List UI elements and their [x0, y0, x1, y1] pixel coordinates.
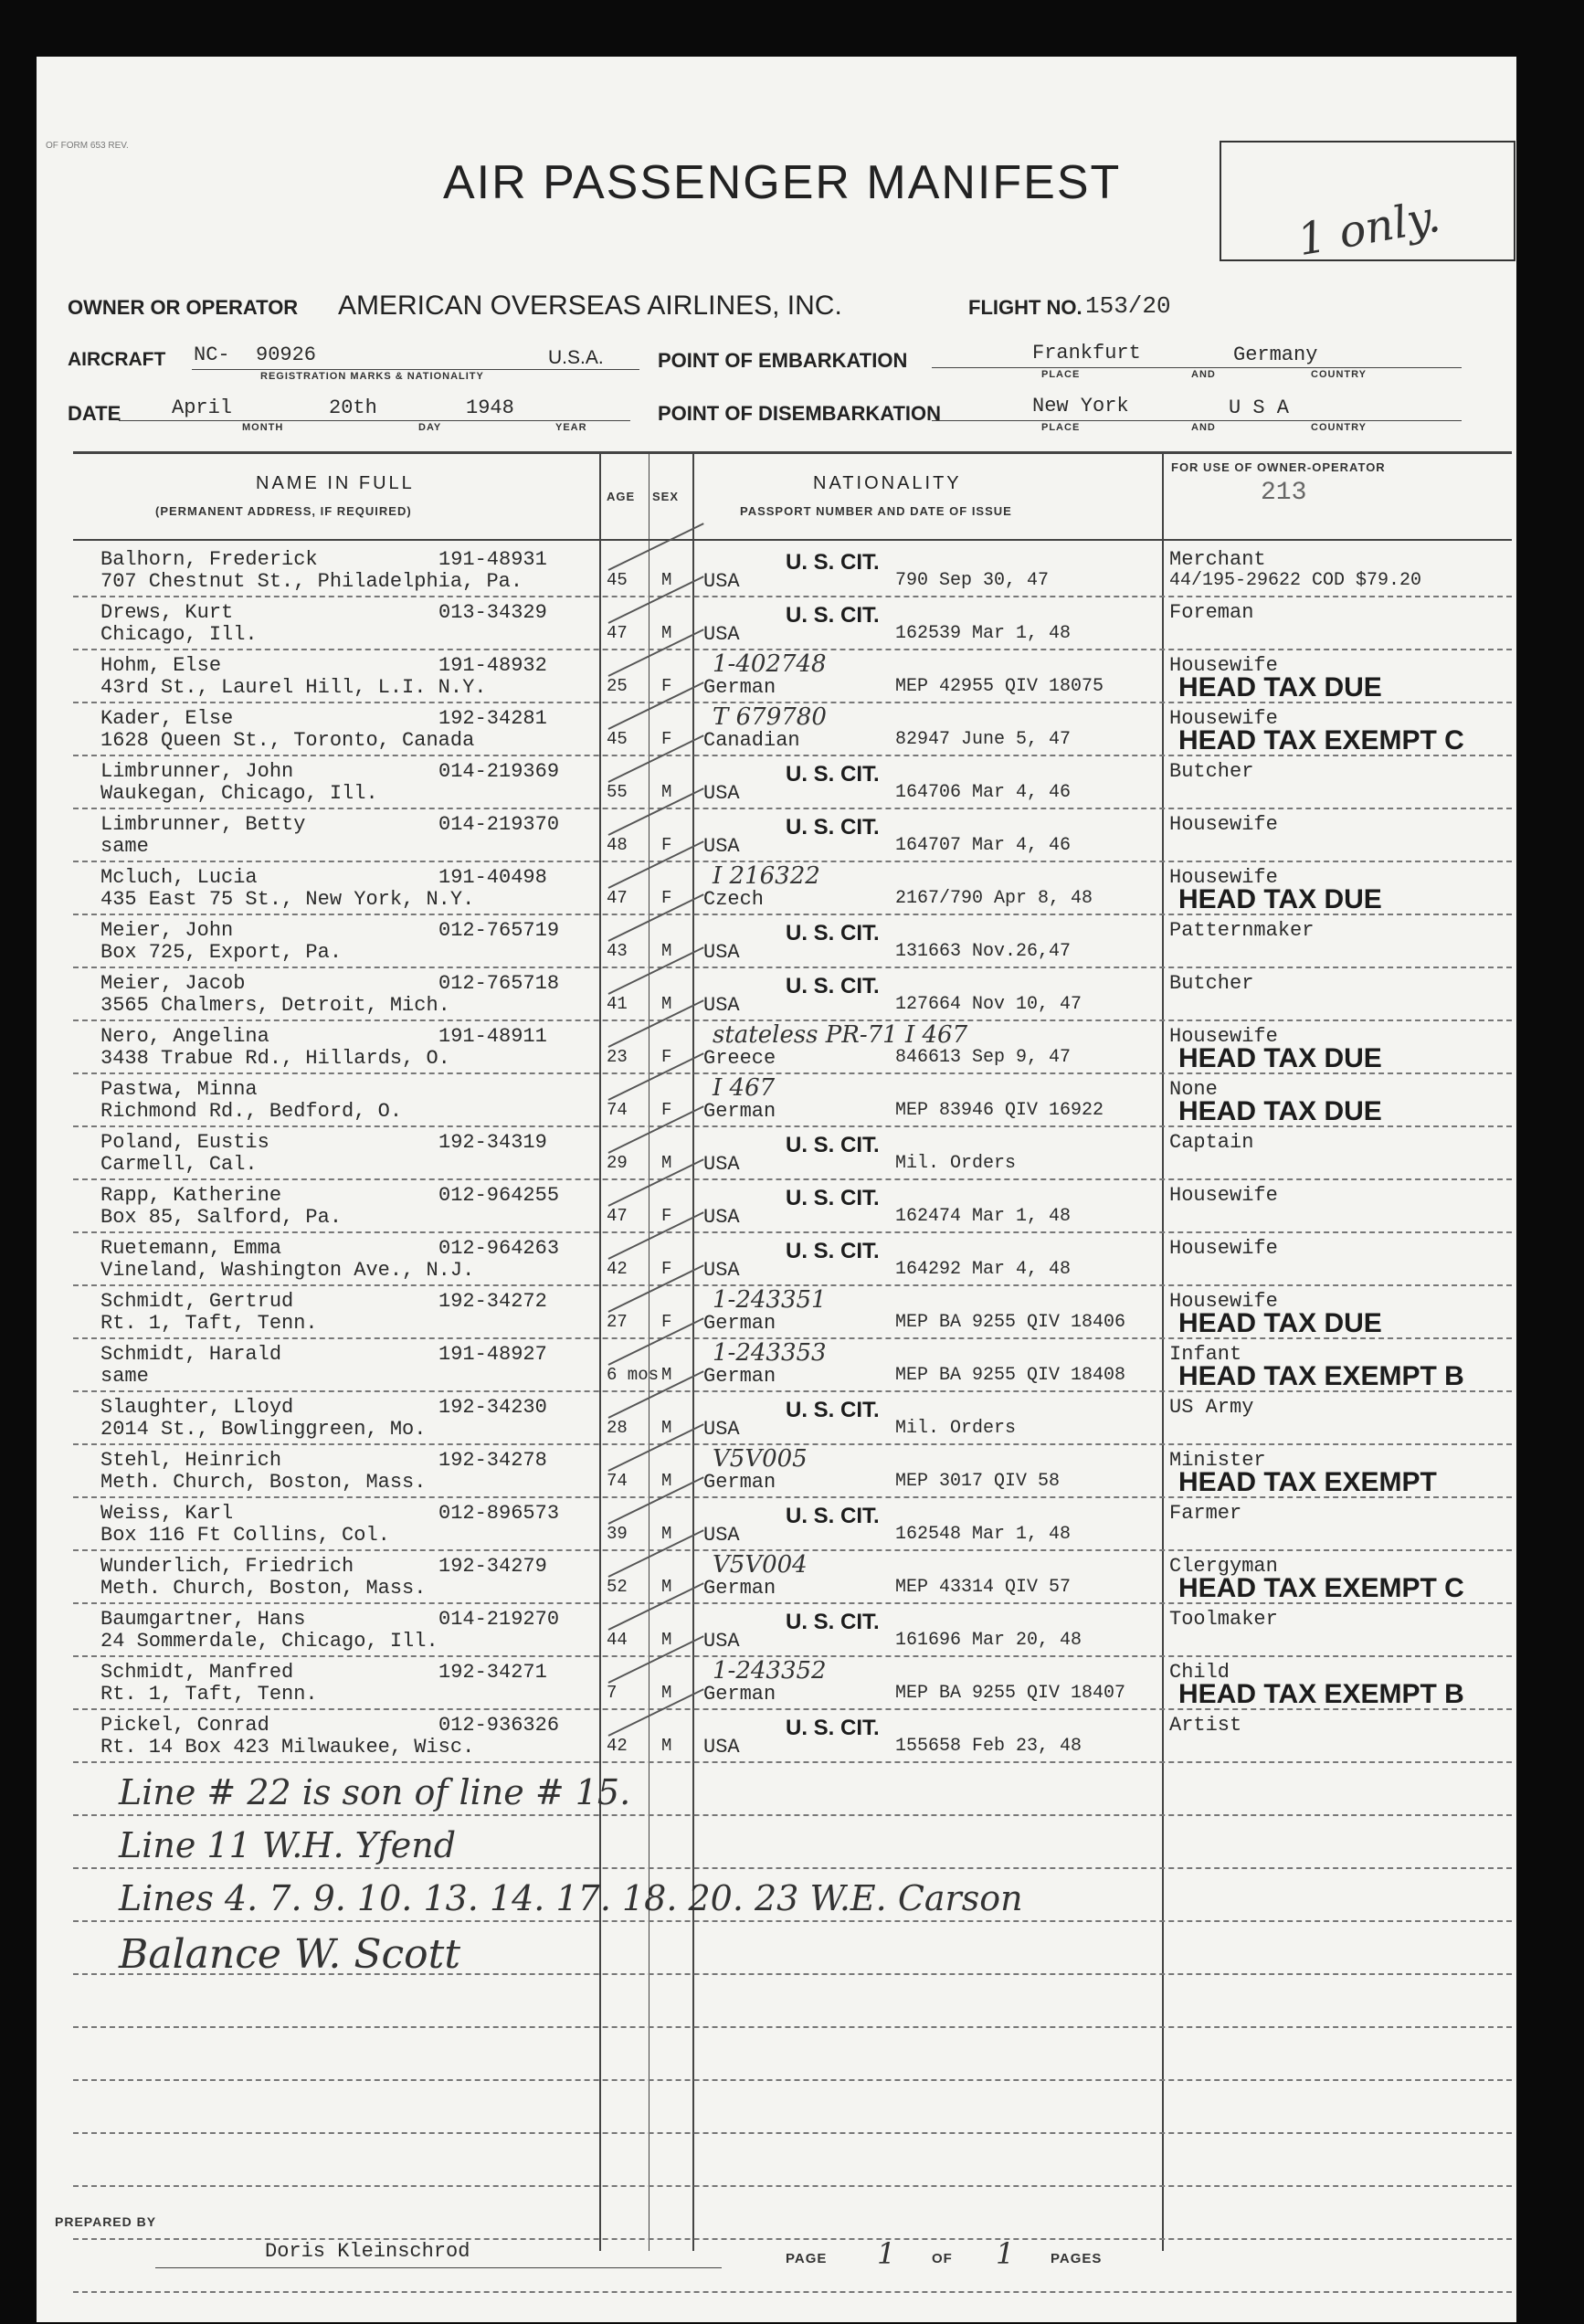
row-divider	[73, 755, 1512, 756]
occupation: Captain	[1169, 1131, 1254, 1154]
handwritten-annotation: T 679780	[713, 703, 827, 731]
passenger-sex: M	[661, 1471, 672, 1491]
passenger-sex: F	[661, 1312, 672, 1332]
passenger-address: Box 85, Salford, Pa.	[100, 1206, 343, 1229]
box-note: 1 only.	[1294, 190, 1444, 267]
passenger-age: 47	[607, 623, 628, 643]
head-tax-stamp: HEAD TAX DUE	[1178, 1096, 1382, 1126]
passenger-number: 012-964255	[438, 1184, 560, 1207]
passenger-sex: M	[661, 1577, 672, 1597]
country-caption-2: COUNTRY	[1311, 422, 1367, 433]
passenger-address: 3565 Chalmers, Detroit, Mich.	[100, 994, 450, 1017]
passenger-nationality: USA	[703, 1630, 740, 1653]
passenger-name: Schmidt, Harald	[100, 1343, 282, 1366]
form-number: OF FORM 653 REV.	[46, 141, 129, 151]
passenger-sex: M	[661, 1153, 672, 1173]
passenger-address: 3438 Trabue Rd., Hillards, O.	[100, 1047, 450, 1070]
row-divider	[73, 596, 1512, 597]
passenger-nationality: German	[703, 1100, 776, 1123]
passenger-number: 191-48927	[438, 1343, 547, 1366]
passenger-name: Drews, Kurt	[100, 601, 234, 624]
passenger-number: 191-48911	[438, 1025, 547, 1048]
passenger-nationality: USA	[703, 1206, 740, 1229]
passenger-number: 191-48932	[438, 654, 547, 677]
passenger-age: 47	[607, 1206, 628, 1226]
date-month: April	[172, 396, 233, 419]
passenger-number: 192-34319	[438, 1131, 547, 1154]
aircraft-label: AIRCRAFT	[68, 349, 166, 370]
passenger-nationality: USA	[703, 941, 740, 964]
passenger-address: Carmell, Cal.	[100, 1153, 258, 1176]
passenger-sex: M	[661, 1524, 672, 1544]
passenger-number: 012-765718	[438, 972, 560, 995]
aircraft-country: U.S.A.	[548, 347, 604, 368]
occupation: US Army	[1169, 1396, 1254, 1419]
passport-info: 162548 Mar 1, 48	[895, 1524, 1072, 1545]
passenger-number: 012-765719	[438, 919, 560, 942]
occupation: Housewife	[1169, 813, 1278, 836]
passenger-age: 74	[607, 1471, 628, 1491]
passenger-age: 43	[607, 941, 628, 961]
head-tax-stamp: HEAD TAX DUE	[1178, 1308, 1382, 1338]
head-tax-stamp: HEAD TAX EXEMPT C	[1178, 1573, 1464, 1603]
us-citizen-stamp: U. S. CIT.	[786, 762, 880, 787]
passenger-address: Box 116 Ft Collins, Col.	[100, 1524, 390, 1547]
empty-row-line	[73, 1973, 1512, 1975]
handwritten-annotation: 1-243353	[713, 1339, 827, 1367]
passport-info: Mil. Orders	[895, 1153, 1017, 1174]
embark-place: Frankfurt	[1032, 342, 1141, 364]
head-tax-stamp: HEAD TAX EXEMPT B	[1178, 1679, 1464, 1709]
passport-info: MEP BA 9255 QIV 18408	[895, 1365, 1126, 1386]
passenger-age: 74	[607, 1100, 628, 1120]
passenger-nationality: Greece	[703, 1047, 776, 1070]
owner-code: 213	[1261, 479, 1307, 507]
passenger-nationality: German	[703, 1577, 776, 1600]
empty-row-line	[73, 1814, 1512, 1816]
passenger-sex: M	[661, 1630, 672, 1650]
passenger-address: Richmond Rd., Bedford, O.	[100, 1100, 403, 1123]
handwritten-annotation: 1-243352	[713, 1657, 827, 1685]
registration-caption: REGISTRATION MARKS & NATIONALITY	[260, 371, 484, 382]
handwritten-annotation: I 216322	[713, 862, 820, 890]
and-caption-2: AND	[1191, 422, 1216, 433]
passenger-number: 012-936326	[438, 1714, 560, 1737]
passenger-address: Meth. Church, Boston, Mass.	[100, 1577, 427, 1600]
handwritten-annotation: V5V004	[713, 1551, 808, 1579]
passenger-address: 2014 St., Bowlinggreen, Mo.	[100, 1418, 427, 1441]
passenger-sex: F	[661, 1206, 672, 1226]
passenger-name: Weiss, Karl	[100, 1502, 234, 1525]
passenger-address: Chicago, Ill.	[100, 623, 258, 646]
passenger-nationality: USA	[703, 994, 740, 1017]
date-year: 1948	[466, 396, 514, 419]
date-label: DATE	[68, 402, 121, 425]
flight-number: 153/20	[1085, 292, 1171, 320]
passenger-age: 55	[607, 782, 628, 802]
passenger-name: Wunderlich, Friedrich	[100, 1555, 354, 1578]
passenger-sex: F	[661, 835, 672, 855]
handwritten-note: Lines 4. 7. 9. 10. 13. 14. 17. 18. 20. 23 W.E. Carson	[119, 1878, 1023, 1918]
occupation: Butcher	[1169, 760, 1254, 783]
col-sex-header: SEX	[652, 490, 680, 503]
passenger-number: 014-219369	[438, 760, 560, 783]
of-label: OF	[932, 2251, 953, 2266]
passenger-name: Kader, Else	[100, 707, 234, 730]
occupation: Infant	[1169, 1343, 1242, 1366]
occupation: Patternmaker	[1169, 919, 1315, 942]
us-citizen-stamp: U. S. CIT.	[786, 974, 880, 998]
passenger-nationality: German	[703, 1312, 776, 1335]
passenger-name: Meier, Jacob	[100, 972, 246, 995]
passenger-name: Balhorn, Frederick	[100, 548, 318, 571]
passenger-sex: M	[661, 1418, 672, 1438]
form-title: AIR PASSENGER MANIFEST	[443, 156, 1122, 209]
us-citizen-stamp: U. S. CIT.	[786, 550, 880, 575]
passport-info: 2167/790 Apr 8, 48	[895, 888, 1093, 909]
passenger-name: Slaughter, Lloyd	[100, 1396, 294, 1419]
passenger-nationality: Canadian	[703, 729, 800, 752]
passenger-sex: F	[661, 729, 672, 749]
passenger-sex: F	[661, 676, 672, 696]
empty-row-line	[73, 2291, 1512, 2293]
check-tick	[608, 1688, 704, 1737]
row-divider	[73, 1496, 1512, 1498]
passenger-age: 27	[607, 1312, 628, 1332]
passenger-age: 45	[607, 570, 628, 590]
passenger-age: 44	[607, 1630, 628, 1650]
passenger-name: Stehl, Heinrich	[100, 1449, 282, 1472]
col-name-header: NAME IN FULL	[256, 473, 415, 493]
passenger-name: Mcluch, Lucia	[100, 866, 258, 889]
passenger-name: Baumgartner, Hans	[100, 1608, 306, 1631]
passenger-sex: M	[661, 1365, 672, 1385]
occupation: Clergyman	[1169, 1555, 1278, 1578]
us-citizen-stamp: U. S. CIT.	[786, 1504, 880, 1528]
row-divider	[73, 1390, 1512, 1392]
passport-info: MEP 42955 QIV 18075	[895, 676, 1104, 697]
passenger-name: Hohm, Else	[100, 654, 222, 677]
handwritten-annotation: 1-243351	[713, 1286, 827, 1314]
us-citizen-stamp: U. S. CIT.	[786, 603, 880, 628]
empty-row-line	[73, 2185, 1512, 2187]
manifest-sheet	[37, 57, 1516, 2322]
passenger-address: Rt. 14 Box 423 Milwaukee, Wisc.	[100, 1736, 475, 1759]
page-label: PAGE	[786, 2251, 828, 2266]
passport-info: 164707 Mar 4, 46	[895, 835, 1072, 856]
passenger-address: same	[100, 1365, 149, 1388]
passenger-number: 192-34230	[438, 1396, 547, 1419]
passenger-sex: F	[661, 1100, 672, 1120]
passenger-address: Box 725, Export, Pa.	[100, 941, 343, 964]
empty-row-line	[73, 2026, 1512, 2028]
passenger-sex: M	[661, 941, 672, 961]
row-divider	[73, 808, 1512, 809]
passport-info: 161696 Mar 20, 48	[895, 1630, 1082, 1651]
occupation: Merchant	[1169, 548, 1266, 571]
passenger-age: 48	[607, 835, 628, 855]
passenger-name: Pickel, Conrad	[100, 1714, 269, 1737]
passenger-number: 191-40498	[438, 866, 547, 889]
us-citizen-stamp: U. S. CIT.	[786, 1133, 880, 1157]
handwritten-note: Balance W. Scott	[119, 1931, 461, 1978]
us-citizen-stamp: U. S. CIT.	[786, 1186, 880, 1210]
passenger-sex: F	[661, 1047, 672, 1067]
passport-info: 82947 June 5, 47	[895, 729, 1072, 750]
passenger-number: 014-219370	[438, 813, 560, 836]
row-divider	[73, 1708, 1512, 1710]
flight-label: FLIGHT NO.	[968, 296, 1082, 319]
country-caption-1: COUNTRY	[1311, 369, 1367, 380]
aircraft-number: 90926	[256, 343, 317, 366]
passenger-name: Limbrunner, Betty	[100, 813, 306, 836]
passenger-address: Vineland, Washington Ave., N.J.	[100, 1259, 475, 1282]
row-divider	[73, 1231, 1512, 1233]
row-divider	[73, 1761, 1512, 1763]
passenger-name: Nero, Angelina	[100, 1025, 269, 1048]
passenger-name: Ruetemann, Emma	[100, 1237, 282, 1260]
head-tax-stamp: HEAD TAX DUE	[1178, 672, 1382, 702]
passenger-nationality: USA	[703, 1259, 740, 1282]
passenger-nationality: USA	[703, 570, 740, 593]
empty-row-line	[73, 2079, 1512, 2081]
occupation: Housewife	[1169, 866, 1278, 889]
passenger-number: 014-219270	[438, 1608, 560, 1631]
occupation: None	[1169, 1078, 1218, 1101]
passenger-nationality: Czech	[703, 888, 765, 911]
handwritten-annotation: 1-402748	[713, 650, 827, 678]
passenger-nationality: German	[703, 1683, 776, 1706]
passport-info: 162474 Mar 1, 48	[895, 1206, 1072, 1227]
occupation: Minister	[1169, 1449, 1266, 1472]
handwritten-note: Line # 22 is son of line # 15.	[119, 1772, 631, 1812]
col-name-subheader: (PERMANENT ADDRESS, IF REQUIRED)	[155, 504, 412, 518]
passenger-address: Waukegan, Chicago, Ill.	[100, 782, 378, 805]
passenger-number: 012-896573	[438, 1502, 560, 1525]
passenger-age: 7	[607, 1683, 618, 1703]
passenger-age: 6 mos	[607, 1365, 660, 1385]
passenger-name: Limbrunner, John	[100, 760, 294, 783]
passport-info: 127664 Nov 10, 47	[895, 994, 1082, 1015]
disembark-place: New York	[1032, 395, 1129, 417]
us-citizen-stamp: U. S. CIT.	[786, 921, 880, 945]
us-citizen-stamp: U. S. CIT.	[786, 1716, 880, 1740]
col-nationality-header: NATIONALITY	[813, 473, 962, 493]
passenger-nationality: USA	[703, 1153, 740, 1176]
passport-info: 164706 Mar 4, 46	[895, 782, 1072, 803]
day-caption: DAY	[418, 422, 442, 433]
passenger-address: 1628 Queen St., Toronto, Canada	[100, 729, 475, 752]
passenger-sex: M	[661, 994, 672, 1014]
empty-row-line	[73, 1920, 1512, 1922]
col-owner-header: FOR USE OF OWNER-OPERATOR	[1171, 460, 1386, 474]
passenger-age: 41	[607, 994, 628, 1014]
occupation: Artist	[1169, 1714, 1242, 1737]
passenger-address: 435 East 75 St., New York, N.Y.	[100, 888, 475, 911]
passenger-age: 23	[607, 1047, 628, 1067]
handwritten-annotation: stateless PR-71 I 467	[713, 1021, 968, 1049]
passenger-number: 192-34272	[438, 1290, 547, 1313]
passenger-number: 192-34278	[438, 1449, 547, 1472]
handwritten-annotation: I 467	[713, 1074, 776, 1102]
month-caption: MONTH	[242, 422, 284, 433]
disembark-label: POINT OF DISEMBARKATION	[658, 402, 942, 425]
occupation: Housewife	[1169, 654, 1278, 677]
head-tax-stamp: HEAD TAX EXEMPT B	[1178, 1361, 1464, 1391]
passenger-address: Rt. 1, Taft, Tenn.	[100, 1683, 318, 1706]
passenger-age: 52	[607, 1577, 628, 1597]
occupation: Child	[1169, 1661, 1230, 1684]
passenger-address: 24 Sommerdale, Chicago, Ill.	[100, 1630, 438, 1653]
row-divider	[73, 1072, 1512, 1074]
head-tax-stamp: HEAD TAX EXEMPT C	[1178, 725, 1464, 755]
passenger-sex: M	[661, 623, 672, 643]
passenger-age: 45	[607, 729, 628, 749]
passport-info: Mil. Orders	[895, 1418, 1017, 1439]
passenger-name: Pastwa, Minna	[100, 1078, 258, 1101]
passenger-nationality: USA	[703, 782, 740, 805]
passport-info: 164292 Mar 4, 48	[895, 1259, 1072, 1280]
passenger-sex: M	[661, 1683, 672, 1703]
passenger-age: 39	[607, 1524, 628, 1544]
handwritten-annotation: V5V005	[713, 1445, 808, 1473]
year-caption: YEAR	[555, 422, 587, 433]
passport-info: 162539 Mar 1, 48	[895, 623, 1072, 644]
embark-country: Germany	[1233, 343, 1318, 366]
prepared-by: Doris Kleinschrod	[265, 2240, 470, 2263]
passenger-number: 191-48931	[438, 548, 547, 571]
occupation: Toolmaker	[1169, 1608, 1278, 1631]
passport-info: 131663 Nov.26,47	[895, 941, 1072, 962]
passport-info: 790 Sep 30, 47	[895, 570, 1050, 591]
passenger-nationality: USA	[703, 1736, 740, 1759]
empty-row-line	[73, 1867, 1512, 1869]
head-tax-stamp: HEAD TAX EXEMPT	[1178, 1467, 1437, 1497]
disembark-country: U S A	[1229, 396, 1290, 419]
passport-info: MEP 43314 QIV 57	[895, 1577, 1072, 1598]
passport-info: MEP 3017 QIV 58	[895, 1471, 1061, 1492]
row-divider	[73, 967, 1512, 968]
row-divider	[73, 914, 1512, 915]
owner-label: OWNER OR OPERATOR	[68, 296, 299, 319]
passenger-number: 192-34281	[438, 707, 547, 730]
place-caption-2: PLACE	[1041, 422, 1081, 433]
occupation: Farmer	[1169, 1502, 1242, 1525]
passport-info: MEP BA 9255 QIV 18406	[895, 1312, 1126, 1333]
pages-label: PAGES	[1051, 2251, 1103, 2266]
owner-note: 44/195-29622 COD $79.20	[1169, 570, 1422, 591]
passenger-nationality: German	[703, 1365, 776, 1388]
passenger-name: Rapp, Katherine	[100, 1184, 282, 1207]
occupation: Housewife	[1169, 1025, 1278, 1048]
passenger-nationality: USA	[703, 1524, 740, 1547]
us-citizen-stamp: U. S. CIT.	[786, 1610, 880, 1634]
us-citizen-stamp: U. S. CIT.	[786, 1239, 880, 1263]
occupation: Butcher	[1169, 972, 1254, 995]
passenger-sex: F	[661, 1259, 672, 1279]
passenger-name: Schmidt, Gertrud	[100, 1290, 294, 1313]
passenger-age: 29	[607, 1153, 628, 1173]
passenger-number: 012-964263	[438, 1237, 560, 1260]
passport-info: 846613 Sep 9, 47	[895, 1047, 1072, 1068]
passenger-address: same	[100, 835, 149, 858]
passenger-sex: M	[661, 782, 672, 802]
passport-info: 155658 Feb 23, 48	[895, 1736, 1082, 1757]
page-number: 1	[877, 2236, 896, 2271]
passenger-address: Meth. Church, Boston, Mass.	[100, 1471, 427, 1494]
passenger-sex: M	[661, 570, 672, 590]
owner-name: AMERICAN OVERSEAS AIRLINES, INC.	[338, 290, 842, 321]
passenger-nationality: German	[703, 1471, 776, 1494]
passenger-nationality: German	[703, 676, 776, 699]
empty-row-line	[73, 2132, 1512, 2134]
row-divider	[73, 1178, 1512, 1180]
passenger-number: 192-34279	[438, 1555, 547, 1578]
passport-info: MEP BA 9255 QIV 18407	[895, 1683, 1126, 1704]
embark-label: POINT OF EMBARKATION	[658, 349, 908, 372]
passenger-sex: M	[661, 1736, 672, 1756]
and-caption-1: AND	[1191, 369, 1216, 380]
passenger-number: 192-34271	[438, 1661, 547, 1684]
passenger-number: 013-34329	[438, 601, 547, 624]
row-divider	[73, 1602, 1512, 1604]
passenger-nationality: USA	[703, 835, 740, 858]
passenger-nationality: USA	[703, 623, 740, 646]
passenger-name: Meier, John	[100, 919, 234, 942]
us-citizen-stamp: U. S. CIT.	[786, 815, 880, 840]
passenger-age: 42	[607, 1259, 628, 1279]
occupation: Housewife	[1169, 707, 1278, 730]
passenger-age: 25	[607, 676, 628, 696]
passenger-age: 42	[607, 1736, 628, 1756]
head-tax-stamp: HEAD TAX DUE	[1178, 884, 1382, 914]
aircraft-prefix: NC-	[194, 343, 230, 366]
page-total: 1	[996, 2236, 1015, 2271]
occupation: Housewife	[1169, 1184, 1278, 1207]
occupation: Foreman	[1169, 601, 1254, 624]
row-divider	[73, 1125, 1512, 1127]
col-age-header: AGE	[607, 490, 636, 503]
col-nationality-subheader: PASSPORT NUMBER AND DATE OF ISSUE	[740, 504, 1012, 518]
head-tax-stamp: HEAD TAX DUE	[1178, 1043, 1382, 1073]
passenger-address: 707 Chestnut St., Philadelphia, Pa.	[100, 570, 523, 593]
occupation: Housewife	[1169, 1290, 1278, 1313]
passenger-address: Rt. 1, Taft, Tenn.	[100, 1312, 318, 1335]
date-day: 20th	[329, 396, 377, 419]
passenger-address: 43rd St., Laurel Hill, L.I. N.Y.	[100, 676, 487, 699]
passenger-nationality: USA	[703, 1418, 740, 1441]
occupation: Housewife	[1169, 1237, 1278, 1260]
passenger-name: Schmidt, Manfred	[100, 1661, 294, 1684]
prepared-label: PREPARED BY	[55, 2214, 157, 2229]
check-tick	[608, 523, 704, 571]
passenger-age: 47	[607, 888, 628, 908]
place-caption-1: PLACE	[1041, 369, 1081, 380]
passenger-name: Poland, Eustis	[100, 1131, 269, 1154]
passenger-age: 28	[607, 1418, 628, 1438]
passport-info: MEP 83946 QIV 16922	[895, 1100, 1104, 1121]
passenger-sex: F	[661, 888, 672, 908]
handwritten-note: Line 11 W.H. Yfend	[119, 1825, 457, 1865]
us-citizen-stamp: U. S. CIT.	[786, 1398, 880, 1422]
